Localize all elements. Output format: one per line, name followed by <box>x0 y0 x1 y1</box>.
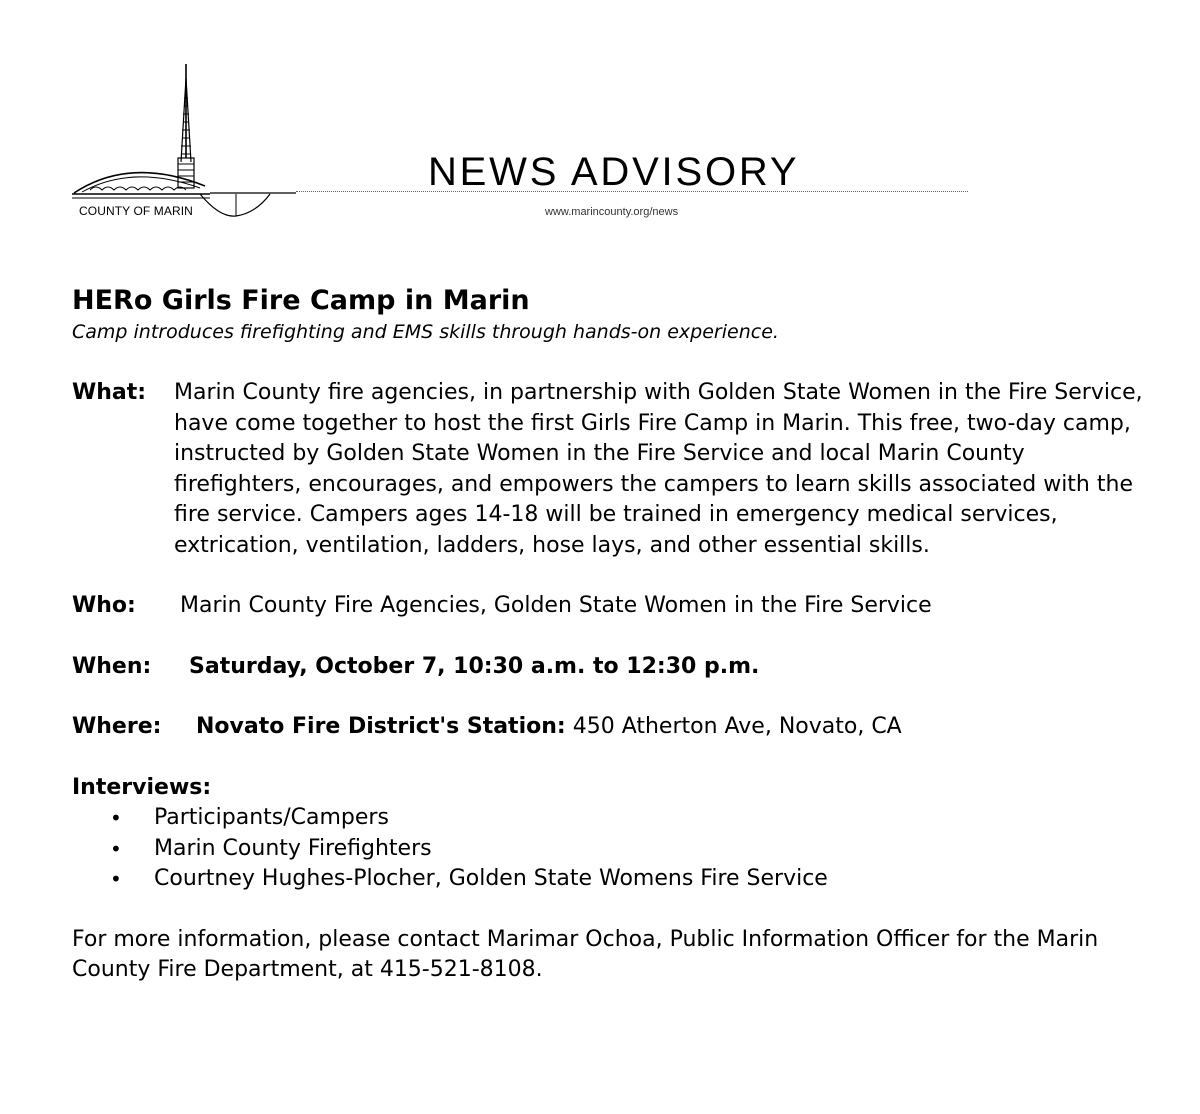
who-text: Marin County Fire Agencies, Golden State Women in the Fire Service <box>180 593 932 618</box>
who-label: Who: <box>72 593 136 618</box>
bullet-icon: • <box>110 836 122 861</box>
news-advisory-header <box>0 0 1200 240</box>
bullet-icon: • <box>110 867 122 891</box>
when-label: When: <box>72 653 152 679</box>
bullet-icon: • <box>110 806 122 830</box>
subhead: Camp introduces firefighting and EMS skills through hands-on experience. <box>72 321 779 343</box>
when-section <box>72 652 1172 683</box>
what-section <box>72 378 1172 561</box>
interview-item: Courtney Hughes-Plocher, Golden State Womens Fire Service <box>154 866 828 891</box>
list-item <box>72 834 1172 865</box>
interview-item: Marin County Firefighters <box>154 835 432 861</box>
headline: HERo Girls Fire Camp in Marin <box>72 285 530 316</box>
when-text: Saturday, October 7, 10:30 a.m. to 12:30 p.m. <box>189 653 760 679</box>
what-text: Marin County fire agencies, in partnership with Golden State Women in the Fire Service, have come together to host the first Girls Fire Camp in Marin. This free, two-day camp, instructed by Golden State Women in the Fire Service and local Marin County firefighters, encourages, and empowers the campers to learn skills associated with the fire service. Campers ages 14-18 will be trained in emergency medical services, extrication, ventilation, ladders, hose lays, and other essential skills. <box>174 380 1143 558</box>
list-item <box>72 864 1172 895</box>
county-of-marin-label: COUNTY OF MARIN <box>79 204 193 218</box>
interviews-label: Interviews: <box>72 774 212 800</box>
advisory-content <box>72 284 1172 986</box>
what-label: What: <box>72 380 147 405</box>
where-section <box>72 712 1172 743</box>
where-address: 450 Atherton Ave, Novato, CA <box>572 714 902 739</box>
news-advisory-title: NEWS ADVISORY <box>428 150 800 194</box>
who-section <box>72 591 1172 622</box>
header-dotted-rule <box>296 191 968 192</box>
contact-info: For more information, please contact Marimar Ochoa, Public Information Officer for the Marin County Fire Department, at 415-521-8108. <box>72 926 1099 982</box>
where-text <box>196 712 902 743</box>
list-item <box>72 803 1172 834</box>
interview-item: Participants/Campers <box>154 805 389 830</box>
interviews-section <box>72 773 1172 895</box>
interviews-list <box>72 803 1172 895</box>
where-label: Where: <box>72 714 162 739</box>
county-of-marin-logo-icon <box>60 58 320 228</box>
where-place: Novato Fire District's Station: <box>196 714 566 739</box>
news-url: www.marincounty.org/news <box>545 206 679 218</box>
